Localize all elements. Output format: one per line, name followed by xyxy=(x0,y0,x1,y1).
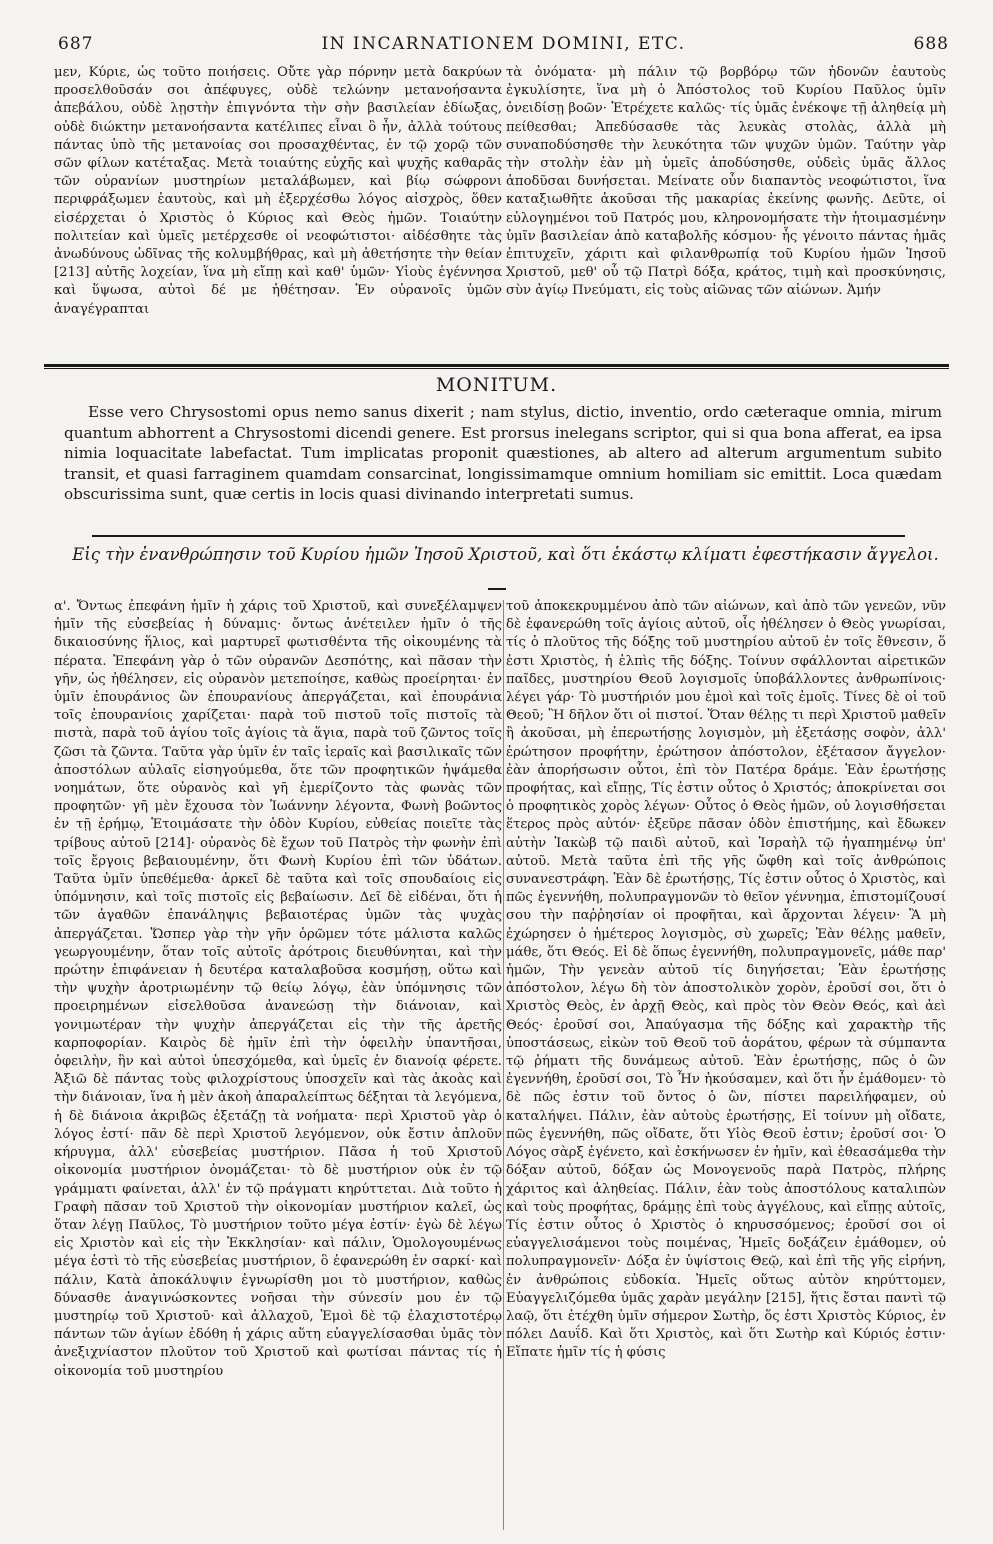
page-number-left: 687 xyxy=(58,34,94,54)
body-right-column xyxy=(506,598,946,1534)
page-header xyxy=(58,34,949,58)
body-right-text: τοῦ ἀποκεκρυμμένου ἀπὸ τῶν αἰώνων, καὶ ἀπὸ τῶν γενεῶν, νῦν δὲ ἐφανερώθη τοῖς ἁγίοις αὐτοῦ, οἷς ἠθέλησεν ὁ Θεὸς γνωρίσαι, τίς ὁ πλοῦτος τῆς δόξης τοῦ μυστηρίου αὐτοῦ ἐν τοῖς ἔθνεσιν, ὅ ἐστι Χριστὸς, ἡ ἐλπὶς τῆς δόξης. Τοίνυν σφάλλονται αἱρετικῶν παῖδες, μυστηρίου Θεοῦ λογισμοῖς ὑποβάλλοντες ἀνθρωπίνοις· λέγει γάρ· Τὸ μυστήριόν μου ἐμοὶ καὶ τοῖς ἐμοῖς. Τίνες δὲ οἱ τοῦ Θεοῦ; Ἢ δῆλον ὅτι οἱ πιστοί. Ὅταν θέλῃς τι περὶ Χριστοῦ μαθεῖν ἢ ἀκοῦσαι, μὴ ἐπερωτήσῃς λογισμὸν, μὴ ἐξετάσῃς σοφὸν, ἀλλ' ἐρώτησον προφήτην, ἐρώτησον ἀπόστολον, ἐξέτασον ἄγγελον· ἐὰν ἀπορήσωσιν οὗτοι, ἐπὶ τὸν Πατέρα δράμε. Ἐὰν ἐρωτήσῃς προφήτας, καὶ εἴπῃς, Τίς ἐστιν οὗτος ὁ Χριστός; ἀποκρίνεται σοι ὁ προφητικὸς χορὸς λέγων· Οὗτος ὁ Θεὸς ἡμῶν, οὐ λογισθήσεται ἕτερος πρὸς αὐτόν· ἐξεῦρε πᾶσαν ὁδὸν ἐπιστήμης, καὶ ἔδωκεν αὐτὴν Ἰακὼβ τῷ παιδὶ αὐτοῦ, καὶ Ἰσραὴλ τῷ ἠγαπημένῳ ὑπ' αὐτοῦ. Μετὰ ταῦτα ἐπὶ τῆς γῆς ὤφθη καὶ τοῖς ἀνθρώποις συνανεστράφη. Ἐὰν δὲ ἐρωτήσῃς, Τίς ἐστιν οὗτος ὁ Χριστὸς, καὶ πῶς ἐγεννήθη, πολυπραγμονῶν τὸ θεῖον γέννημα, ἐπιστομίζουσί σου τὴν παῤῥησίαν οἱ προφῆται, καὶ ἄρχονται λέγειν· Ἃ μὴ ἐχώρησεν ὁ ἡμέτερος λογισμὸς, σὺ χωρεῖς; Ἐὰν θέλῃς μαθεῖν, μάθε, ὅτι Θεός. Εἰ δὲ ὅπως ἐγεννήθη, πολυπραγμονεῖς, μάθε παρ' ἡμῶν, Τὴν γενεὰν αὐτοῦ τίς διηγήσεται; Ἐὰν ἐρωτήσῃς ἀπόστολον, λέγω δὴ τὸν ἀποστολικὸν χορὸν, ἐροῦσί σοι, ὅτι ὁ Χριστὸς Θεὸς, ἐν ἀρχῇ Θεὸς, καὶ πρὸς τὸν Θεὸν Θεός, καὶ ἀεὶ Θεός· ἐροῦσί σοι, Ἀπαύγασμα τῆς δόξης καὶ χαρακτὴρ τῆς ὑποστάσεως, εἰκὼν τοῦ Θεοῦ τοῦ ἀοράτου, φέρων τὰ σύμπαντα τῷ ῥήματι τῆς δυνάμεως αὐτοῦ. Ἐὰν ἐρωτήσῃς, πῶς ὁ ὢν ἐγεννήθη, ἐροῦσί σοι, Τὸ Ἦν ἠκούσαμεν, καὶ ὅτι ἦν ἐμάθομεν· τὸ δὲ πῶς ἐστιν τοῦ ὄντος ὁ ὢν, πίστει παρειλήφαμεν, οὐ καταλήψει. Πάλιν, ἐὰν αὐτοὺς ἐρωτήσῃς, Εἰ τοίνυν μὴ οἴδατε, πῶς ἐγεννήθη, πῶς οἴδατε, ὅτι Υἱὸς Θεοῦ ἐστιν; ἐροῦσί σοι· Ὁ Λόγος σὰρξ ἐγένετο, καὶ ἐσκήνωσεν ἐν ἡμῖν, καὶ ἐθεασάμεθα τὴν δόξαν αὐτοῦ, δόξαν ὡς Μονογενοῦς παρὰ Πατρὸς, πλήρης χάριτος καὶ ἀληθείας. Πάλιν, ἐὰν τοὺς ἀποστόλους καταλιπὼν καὶ τοὺς προφήτας, δράμῃς ἐπὶ τοὺς ἀγγέλους, καὶ εἴπῃς αὐτοῖς, Τίς ἐστιν οὗτος ὁ Χριστὸς ὁ κηρυσσόμενος; ἐροῦσί σοι οἱ εὐαγγελισάμενοι τοὺς ποιμένας, Ἡμεῖς δοξάζειν ἐμάθομεν, οὐ πολυπραγμονεῖν· Δόξα ἐν ὑψίστοις Θεῷ, καὶ ἐπὶ τῆς γῆς εἰρήνη, ἐν ἀνθρώποις εὐδοκία. Ἡμεῖς οὕτως αὐτὸν κηρύττομεν, Εὐαγγελιζόμεθα ὑμᾶς χαρὰν μεγάλην [215], ἥτις ἔσται παντὶ τῷ λαῷ, ὅτι ἐτέχθη ὑμῖν σήμερον Σωτὴρ, ὅς ἐστι Χριστὸς Κύριος, ἐν πόλει Δαυΐδ. Καὶ ὅτι Χριστὸς, καὶ ὅτι Σωτὴρ καὶ Κύριός ἐστιν· Εἴπατε ἡμῖν τίς ἡ φύσις xyxy=(506,599,946,1361)
title-rule xyxy=(92,535,905,537)
top-left-text: μεν, Κύριε, ὡς τοῦτο ποιήσεις. Οὔτε γὰρ πόρνην μετὰ δακρύων προσελθοῦσάν σοι ἀπέφυγες, οὐδὲ τελώνην μετανοήσαντα ἀπεβάλου, οὐδὲ λῃστὴν ἐπιγνόντα τὴν σὴν βασιλείαν ἐδίωξας, οὐδὲ διώκτην μετανοήσαντα κατέλιπες εἶναι ὃ ἦν, ἀλλὰ τούτους πάντας ὑπὸ τῆς μετανοίας σοι προσαχθέντας, ἐν τῷ χορῷ τῶν σῶν φίλων κατέταξας. Μετὰ τοιαύτης εὐχῆς καὶ ψυχῆς καθαρᾶς τῶν οὐρανίων μυστηρίων μεταλάβωμεν, καὶ βίῳ σώφρονι περιφράξωμεν ἑαυτοὺς, καὶ μὴ ἐξερχέσθω λόγος αἰσχρὸς, ὅθεν εἰσέρχεται ὁ Χριστὸς ὁ Κύριος καὶ Θεὸς ἡμῶν. Τοιαύτην πολιτείαν καὶ ὑμεῖς μετέρχεσθε οἱ νεοφώτιστοι· αἰδέσθητε τὰς ἀνωδύνους ὠδῖνας τῆς κολυμβήθρας, καὶ μὴ ἀθετήσητε τὴν θείαν [213] αὐτῆς λοχείαν, ἵνα μὴ εἴπῃ καὶ καθ' ὑμῶν· Υἱοὺς ἐγέννησα καὶ ὕψωσα, αὐτοὶ δέ με ἠθέτησαν. Ἐν οὐρανοῖς ὑμῶν ἀναγέγραπται xyxy=(54,65,502,317)
running-title: IN INCARNATIONEM DOMINI, ETC. xyxy=(321,34,686,54)
page-number-right: 688 xyxy=(913,34,949,54)
top-right-column xyxy=(506,64,946,358)
monitum-text: Esse vero Chrysostomi opus nemo sanus dixerit ; nam stylus, dictio, inventio, ordo cæteraque omnia, mirum quantum abhorrent a Chrysostomi dicendi genere. Est prorsus inelegans scriptor, qui si qua bona afferat, ea ipsa nimia loquacitate labefactat. Tum implicatas proponit quæstiones, ab altero ad alterum argumentum subito transit, et quasi farraginem quamdam consarcinat, longissimamque omnium homiliam sic emittit. Loca quædam obscurissima sunt, quæ certis in locis quasi divinando interpretati sumus. xyxy=(64,403,942,503)
section-divider-thin xyxy=(44,368,949,369)
body-left-text: α'. Ὄντως ἐπεφάνη ἡμῖν ἡ χάρις τοῦ Χριστοῦ, καὶ συνεξέλαμψεν ἡμῖν τῆς εὐσεβείας ἡ δύναμις· ὄντως ἀνέτειλεν ἡμῖν ὁ τῆς δικαιοσύνης ἥλιος, καὶ μαρτυρεῖ φωτισθέντα τῆς οἰκουμένης τὰ πέρατα. Ἐπεφάνη γὰρ ὁ τῶν οὐρανῶν Δεσπότης, καὶ πᾶσαν τὴν γῆν, ὡς ἠθέλησεν, εἰς οὐρανὸν μετεποίησε, καθὼς προείρηται· ἐν ὑμῖν ἐπουράνιος ὢν ἐπουρανίους ἀπεργάζεται, καὶ ἐπουράνια τοῖς ἐπουρανίοις χαρίζεται· παρὰ τοῦ πιστοῦ τοῖς πιστοῖς τὰ πιστὰ, παρὰ τοῦ ἁγίου τοῖς ἁγίοις τὰ ἅγια, παρὰ τοῦ ζῶντος τοῖς ζῶσι τὰ ζῶντα. Ταῦτα γὰρ ὑμῖν ἐν ταῖς ἱεραῖς καὶ βασιλικαῖς τῶν ἀποστόλων αὐλαῖς εἰσηγούμεθα, ὅτε τῶν προφητικῶν ἡψάμεθα νοημάτων, ὅτε οὐρανὸς καὶ γῆ ἐμερίζοντο τὰς φωνὰς τῶν προφητῶν· γῆ μὲν ἔχουσα τὸν Ἰωάννην λέγοντα, Φωνὴ βοῶντος ἐν τῇ ἐρήμῳ, Ἑτοιμάσατε τὴν ὁδὸν Κυρίου, εὐθείας ποιεῖτε τὰς τρίβους αὐτοῦ [214]· οὐρανὸς δὲ ἔχων τοῦ Πατρὸς τὴν φωνὴν ἐπὶ τοῖς ἔργοις βεβαιουμένην, ὅτι Φωνὴ Κυρίου ἐπὶ τῶν ὑδάτων. Ταῦτα ὑμῖν ὑπεθέμεθα· ἀρκεῖ δὲ ταῦτα καὶ τοῖς σπουδαίοις εἰς ὑπόμνησιν, καὶ τοῖς πιστοῖς εἰς βεβαίωσιν. Δεῖ δὲ εἰδέναι, ὅτι ἡ τῶν ἀγαθῶν ἐπανάληψις βεβαιοτέρας ὑμῶν τὰς ψυχὰς ἀπεργάζεται. Ὥσπερ γὰρ τὴν γῆν ὁρῶμεν τότε μάλιστα καλῶς γεωργουμένην, ὅταν τοῖς αὐτοῖς ἀρότροις διευθύνηται, καὶ τὴν πρώτην ἐπιφάνειαν ἡ δευτέρα καταλαβοῦσα κοσμήσῃ, οὕτω καὶ τὴν ψυχὴν ἀροτριωμένην τῷ θείῳ λόγῳ, ἐὰν ὑπόμνησις τῶν προειρημένων εἰσελθοῦσα ἀνανεώσῃ τὴν διάνοιαν, καὶ γονιμωτέραν τὴν ψυχὴν ἀπεργάζεται εἰς τὴν τῆς ἀρετῆς καρποφορίαν. Καιρὸς δὲ ἡμῖν ἐπὶ τὴν ὀφειλὴν ὑπαντῆσαι, ὀφειλὴν, ἣν καὶ αὐτοὶ ὑπεσχόμεθα, καὶ ὑμεῖς ἐν διανοίᾳ φέρετε. Ἀξιῶ δὲ πάντας τοὺς φιλοχρίστους ὑποσχεῖν καὶ τὰς ἀκοὰς καὶ τὴν διάνοιαν, ἵνα ἡ μὲν ἀκοὴ ἀπαραλείπτως δέξηται τὰ λεγόμενα, ἡ δὲ διάνοια ἀκριβῶς ἐξετάζῃ τὰ νοήματα· περὶ Χριστοῦ γὰρ ὁ λόγος ἐστί· πᾶν δὲ περὶ Χριστοῦ λεγόμενον, οὐκ ἔστιν ἁπλοῦν κήρυγμα, ἀλλ' εὐσεβείας μυστήριον. Πᾶσα ἡ τοῦ Χριστοῦ οἰκονομία μυστήριον ὀνομάζεται· τὸ δὲ μυστήριον οὐκ ἐν τῷ γράμματι φαίνεται, ἀλλ' ἐν τῷ πράγματι κηρύττεται. Διὰ τοῦτο ἡ Γραφὴ πᾶσαν τοῦ Χριστοῦ τὴν οἰκονομίαν μυστήριον καλεῖ, ὡς ὅταν λέγῃ Παῦλος, Τὸ μυστήριον τοῦτο μέγα ἐστίν· ἐγὼ δὲ λέγω εἰς Χριστὸν καὶ εἰς τὴν Ἐκκλησίαν· καὶ πάλιν, Ὁμολογουμένως μέγα ἐστὶ τὸ τῆς εὐσεβείας μυστήριον, ὃ ἐφανερώθη ἐν σαρκί· καὶ πάλιν, Κατὰ ἀποκάλυψιν ἐγνωρίσθη μοι τὸ μυστήριον, καθὼς δύνασθε ἀναγινώσκοντες νοῆσαι τὴν σύνεσίν μου ἐν τῷ μυστηρίῳ τοῦ Χριστοῦ· καὶ ἀλλαχοῦ, Ἐμοὶ δὲ τῷ ἐλαχιστοτέρῳ πάντων τῶν ἁγίων ἐδόθη ἡ χάρις αὕτη εὐαγγελίσασθαι ὑμᾶς τὸν ἀνεξιχνίαστον πλοῦτον τοῦ Χριστοῦ καὶ φωτίσαι πάντας τίς ἡ οἰκονομία τοῦ μυστηρίου xyxy=(54,599,502,1379)
column-divider xyxy=(503,600,504,1530)
monitum-heading: MONITUM. xyxy=(435,374,558,396)
homily-title: Εἰς τὴν ἐνανθρώπησιν τοῦ Κυρίου ἡμῶν Ἰησοῦ Χριστοῦ, καὶ ὅτι ἑκάστῳ κλίματι ἐφεστήκασιν ἄγγελοι. xyxy=(72,545,939,564)
top-left-column xyxy=(54,64,502,358)
body-left-column xyxy=(54,598,502,1534)
title-short-rule xyxy=(488,588,506,590)
section-divider xyxy=(44,364,949,367)
top-right-text: τὰ ὀνόματα· μὴ πάλιν τῷ βορβόρῳ τῶν ἡδονῶν ἑαυτοὺς ἐγκυλίσητε, ἵνα μὴ ὁ Ἀπόστολος τοῦ Κυρίου Παῦλος ὑμῖν ὀνειδίσῃ βοῶν· Ἐτρέχετε καλῶς· τίς ὑμᾶς ἐνέκοψε τῇ ἀληθείᾳ μὴ πείθεσθαι; Ἀπεδύσασθε τὰς λευκὰς στολὰς, ἀλλὰ μὴ συναποδύσησθε τὴν λευκότητα τῶν ψυχῶν ὑμῶν. Ταύτην γὰρ τὴν στολὴν ἐὰν μὴ ὑμεῖς ἀποδύσησθε, οὐδεὶς ὑμᾶς ἄλλος ἀποδῦσαι δυνήσεται. Μείνατε οὖν διαπαντὸς νεοφώτιστοι, ἵνα καταξιωθῆτε ἀκοῦσαι τῆς μακαρίας ἐκείνης φωνῆς. Δεῦτε, οἱ εὐλογημένοι τοῦ Πατρός μου, κληρονομήσατε τὴν ἡτοιμασμένην ὑμῖν βασιλείαν ἀπὸ καταβολῆς κόσμου· ἧς γένοιτο πάντας ἡμᾶς ἐπιτυχεῖν, χάριτι καὶ φιλανθρωπίᾳ τοῦ Κυρίου ἡμῶν Ἰησοῦ Χριστοῦ, μεθ' οὗ τῷ Πατρὶ δόξα, κράτος, τιμὴ καὶ προσκύνησις, σὺν ἁγίῳ Πνεύματι, εἰς τοὺς αἰῶνας τῶν αἰώνων. Ἀμήν xyxy=(506,65,946,299)
